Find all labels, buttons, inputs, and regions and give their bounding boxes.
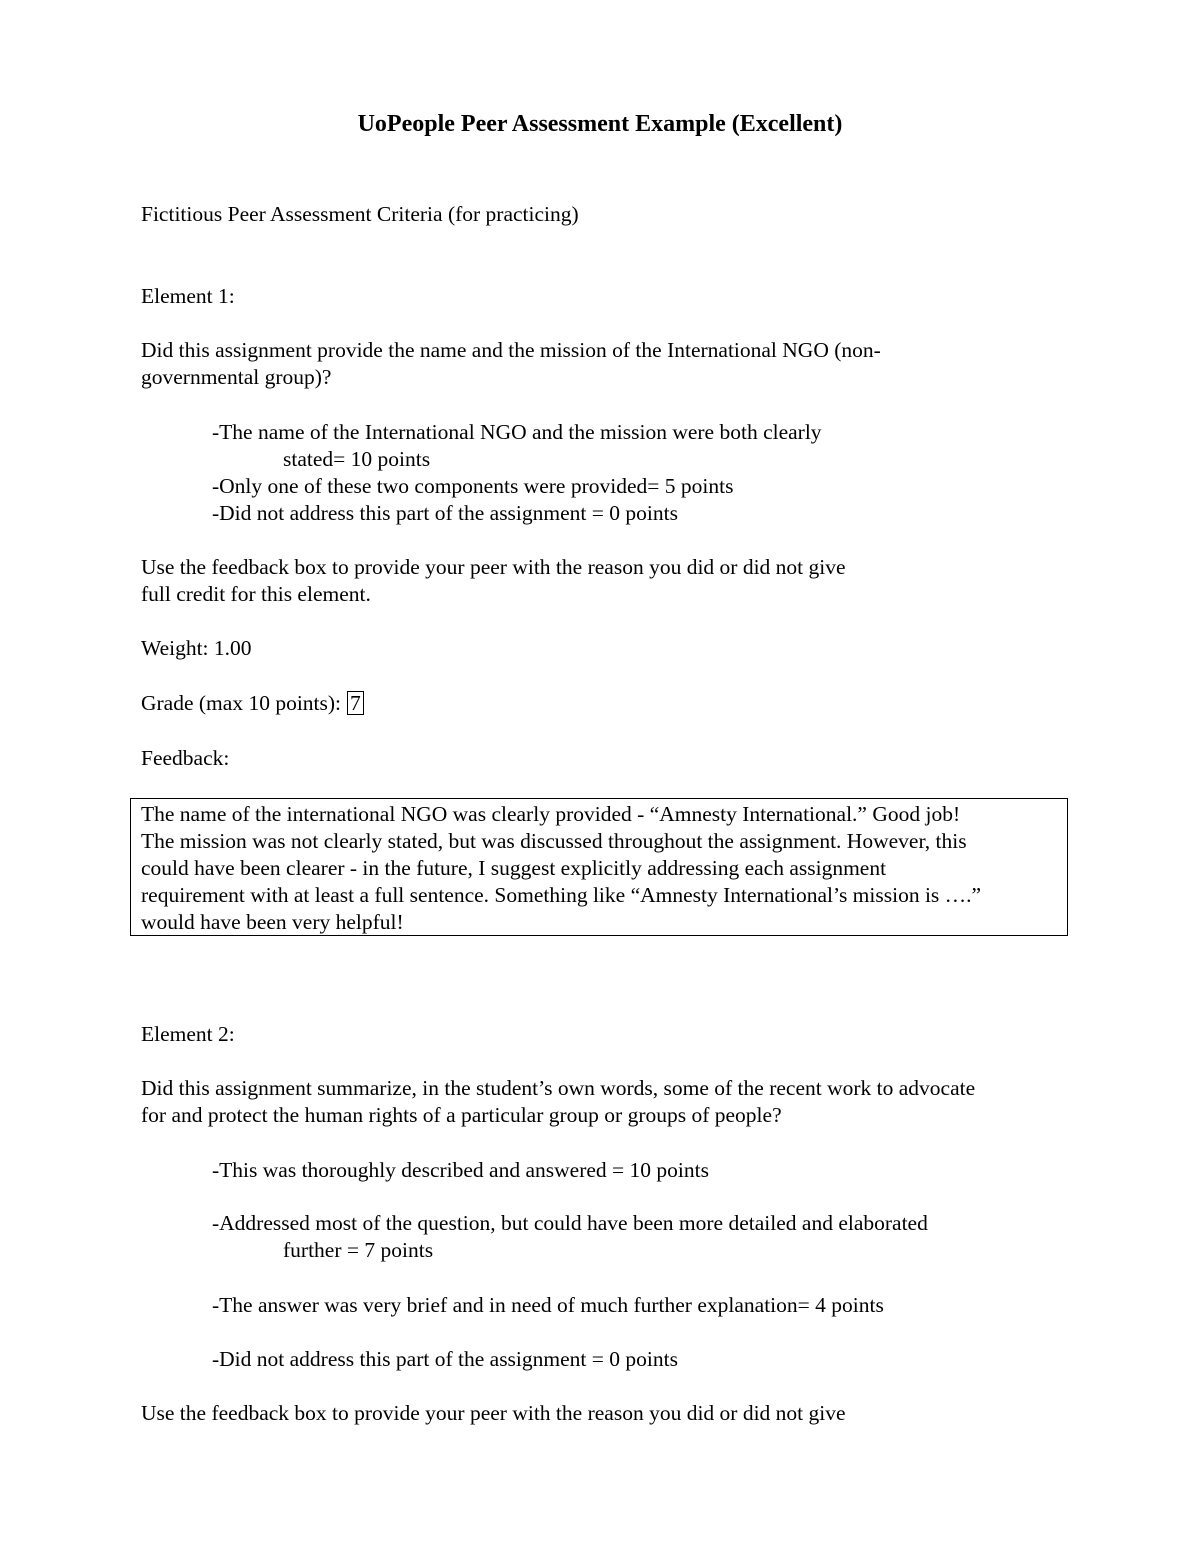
element2-heading: Element 2: — [141, 1022, 235, 1046]
grade-label: Grade (max 10 points): — [141, 691, 342, 715]
feedback-text-line: The name of the international NGO was clearly provided - “Amnesty International.” Good job! — [141, 802, 961, 826]
element2-criterion-2-cont: further = 7 points — [283, 1238, 434, 1262]
element2-criterion-4: -Did not address this part of the assignment = 0 points — [212, 1347, 678, 1371]
element2-criterion-1: -This was thoroughly described and answered = 10 points — [212, 1158, 709, 1182]
element1-question-line2: governmental group)? — [141, 365, 332, 389]
grade-input[interactable]: 7 — [347, 691, 364, 715]
element1-heading: Element 1: — [141, 284, 235, 308]
feedback-text-line: requirement with at least a full sentence. Something like “Amnesty International’s mission is ….” — [141, 883, 982, 907]
feedback-label: Feedback: — [141, 746, 230, 770]
element2-criterion-3: -The answer was very brief and in need of much further explanation= 4 points — [212, 1293, 884, 1317]
element1-question-line1: Did this assignment provide the name and the mission of the International NGO (non- — [141, 338, 881, 362]
element1-criterion-1-cont: stated= 10 points — [283, 447, 431, 471]
element1-instruction-line1: Use the feedback box to provide your peer with the reason you did or did not give — [141, 555, 846, 579]
element1-criterion-3: -Did not address this part of the assignment = 0 points — [212, 501, 678, 525]
element2-question-line1: Did this assignment summarize, in the student’s own words, some of the recent work to advocate — [141, 1076, 976, 1100]
feedback-text-line: could have been clearer - in the future, I suggest explicitly addressing each assignment — [141, 856, 887, 880]
feedback-text-line: would have been very helpful! — [141, 910, 404, 934]
element1-weight: Weight: 1.00 — [141, 636, 252, 660]
document-subtitle: Fictitious Peer Assessment Criteria (for practicing) — [141, 202, 579, 226]
element1-grade-row — [141, 690, 364, 717]
element2-question-line2: for and protect the human rights of a particular group or groups of people? — [141, 1103, 782, 1127]
element1-criterion-2: -Only one of these two components were provided= 5 points — [212, 474, 734, 498]
feedback-box[interactable] — [130, 798, 1068, 936]
document-title: UoPeople Peer Assessment Example (Excellent) — [357, 111, 843, 137]
element2-criterion-2: -Addressed most of the question, but could have been more detailed and elaborated — [212, 1211, 928, 1235]
element1-criterion-1: -The name of the International NGO and the mission were both clearly — [212, 420, 822, 444]
feedback-text-line: The mission was not clearly stated, but was discussed throughout the assignment. However, this — [141, 829, 967, 853]
element2-instruction-line1: Use the feedback box to provide your peer with the reason you did or did not give — [141, 1401, 846, 1425]
element1-instruction-line2: full credit for this element. — [141, 582, 371, 606]
